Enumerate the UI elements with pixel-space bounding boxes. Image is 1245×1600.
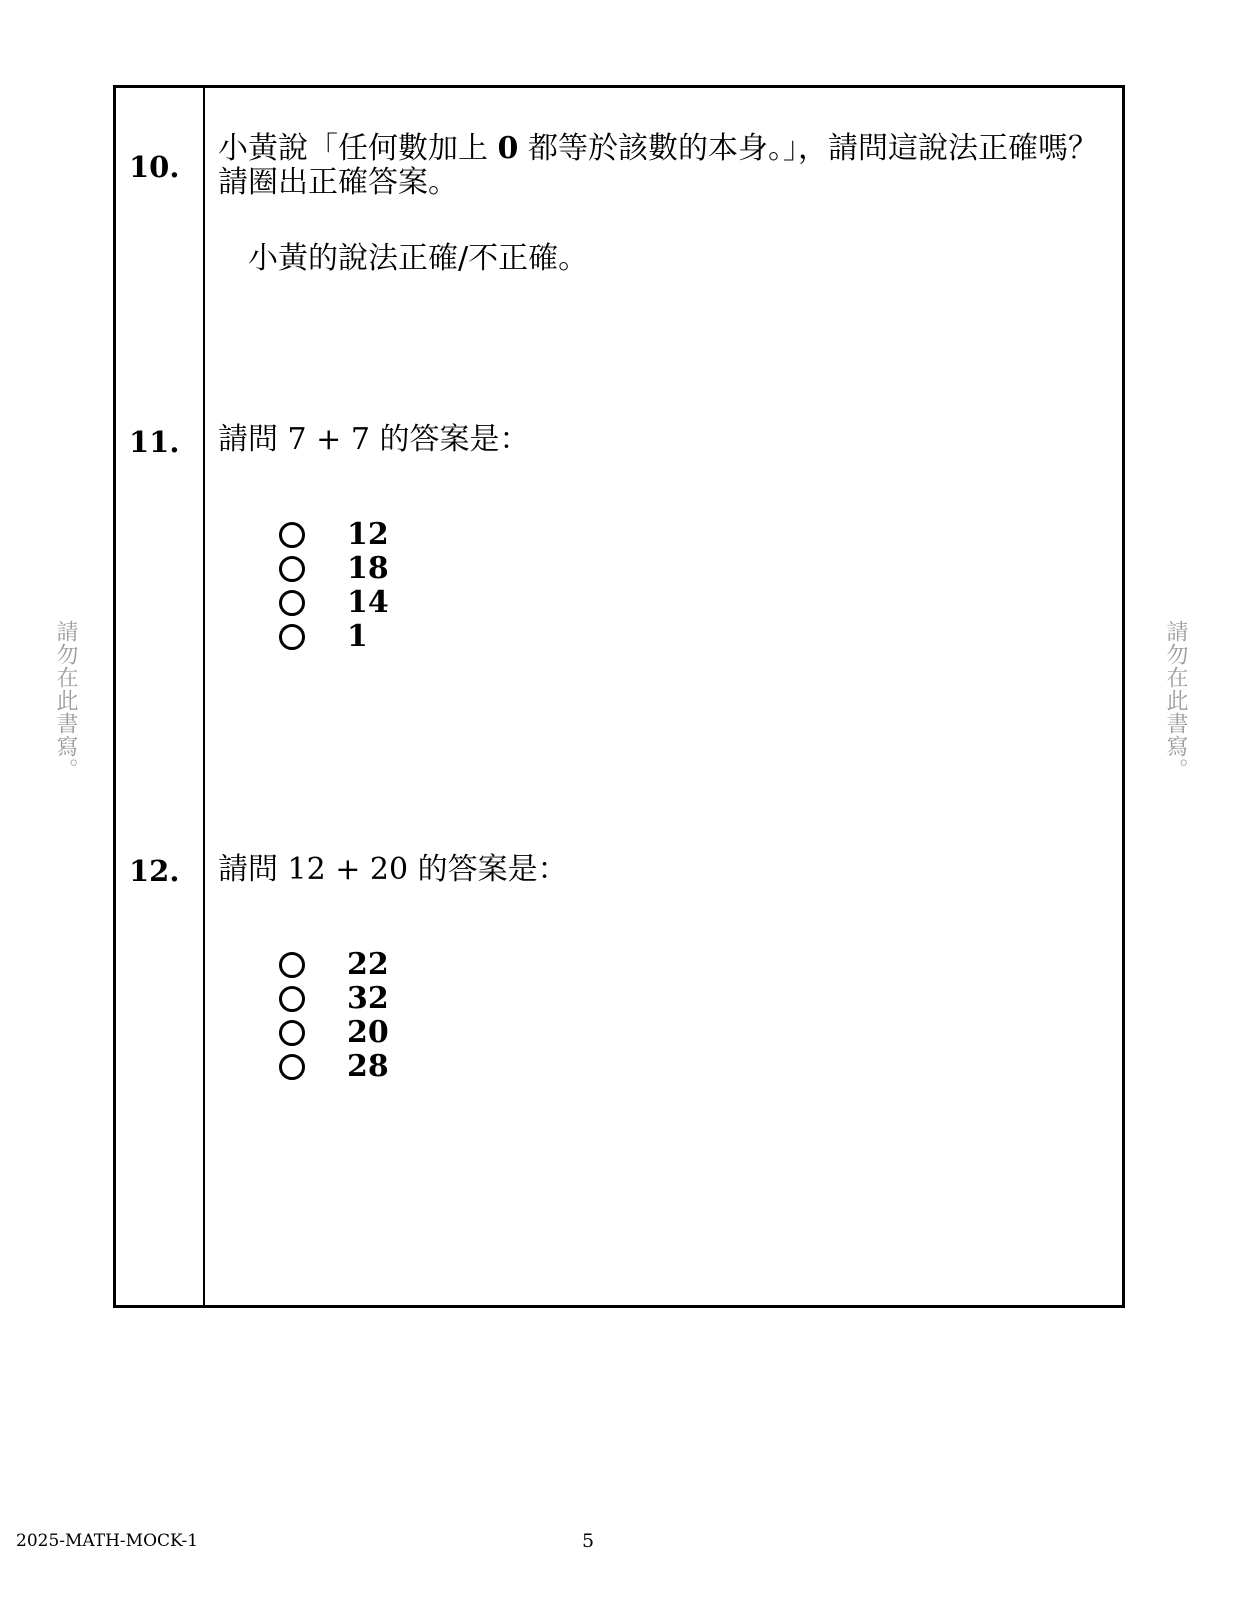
radio-circle-icon[interactable]	[279, 556, 305, 582]
option-11-a[interactable]	[279, 517, 389, 552]
option-12-d[interactable]	[279, 1049, 389, 1084]
question-number-12: 12.	[129, 854, 180, 888]
page-number: 5	[582, 1530, 595, 1552]
exam-code: 2025-MATH-MOCK-1	[16, 1531, 199, 1551]
question-number-11: 11.	[129, 425, 180, 459]
margin-note-right: 請勿在此書寫。	[1163, 620, 1188, 781]
question-text-10	[218, 132, 1108, 200]
question-number-divider	[203, 88, 205, 1305]
options-12	[279, 947, 389, 1084]
question-text-12-math: 12 + 20	[287, 852, 409, 887]
options-11	[279, 517, 389, 654]
option-12-a[interactable]	[279, 947, 389, 982]
option-label: 1	[347, 619, 368, 654]
margin-note-left: 請勿在此書寫。	[53, 620, 78, 781]
radio-circle-icon[interactable]	[279, 522, 305, 548]
option-label: 18	[347, 551, 389, 586]
radio-circle-icon[interactable]	[279, 1020, 305, 1046]
question-text-10-part-2: 都等於該數的本身。」，請問這說法正確嗎？請圈出正確答案。	[218, 131, 1098, 200]
radio-circle-icon[interactable]	[279, 952, 305, 978]
radio-circle-icon[interactable]	[279, 1054, 305, 1080]
option-label: 14	[347, 585, 389, 620]
option-label: 20	[347, 1015, 389, 1050]
option-label: 22	[347, 947, 389, 982]
question-text-11-math: 7 + 7	[287, 422, 370, 457]
question-text-12-part-2: 的答案是：	[408, 852, 568, 887]
option-12-b[interactable]	[279, 981, 389, 1016]
exam-answer-box	[113, 85, 1125, 1308]
option-12-c[interactable]	[279, 1015, 389, 1050]
question-text-12-part-1: 請問	[218, 852, 288, 887]
question-number-10: 10.	[129, 150, 180, 184]
option-11-b[interactable]	[279, 551, 389, 586]
radio-circle-icon[interactable]	[279, 624, 305, 650]
option-label: 28	[347, 1049, 389, 1084]
option-label: 32	[347, 981, 389, 1016]
option-11-c[interactable]	[279, 585, 389, 620]
radio-circle-icon[interactable]	[279, 590, 305, 616]
question-text-11	[218, 423, 1108, 457]
question-text-10-math: 0	[497, 131, 519, 166]
option-label: 12	[347, 517, 389, 552]
question-text-12	[218, 853, 1108, 887]
question-text-11-part-1: 請問	[218, 422, 288, 457]
question-text-11-part-2: 的答案是：	[369, 422, 530, 457]
question-text-10-part-1: 小黃說「任何數加上	[218, 131, 498, 166]
option-11-d[interactable]	[279, 619, 368, 654]
answer-statement-10[interactable]: 小黃的說法正確/不正確。	[248, 241, 589, 276]
radio-circle-icon[interactable]	[279, 986, 305, 1012]
